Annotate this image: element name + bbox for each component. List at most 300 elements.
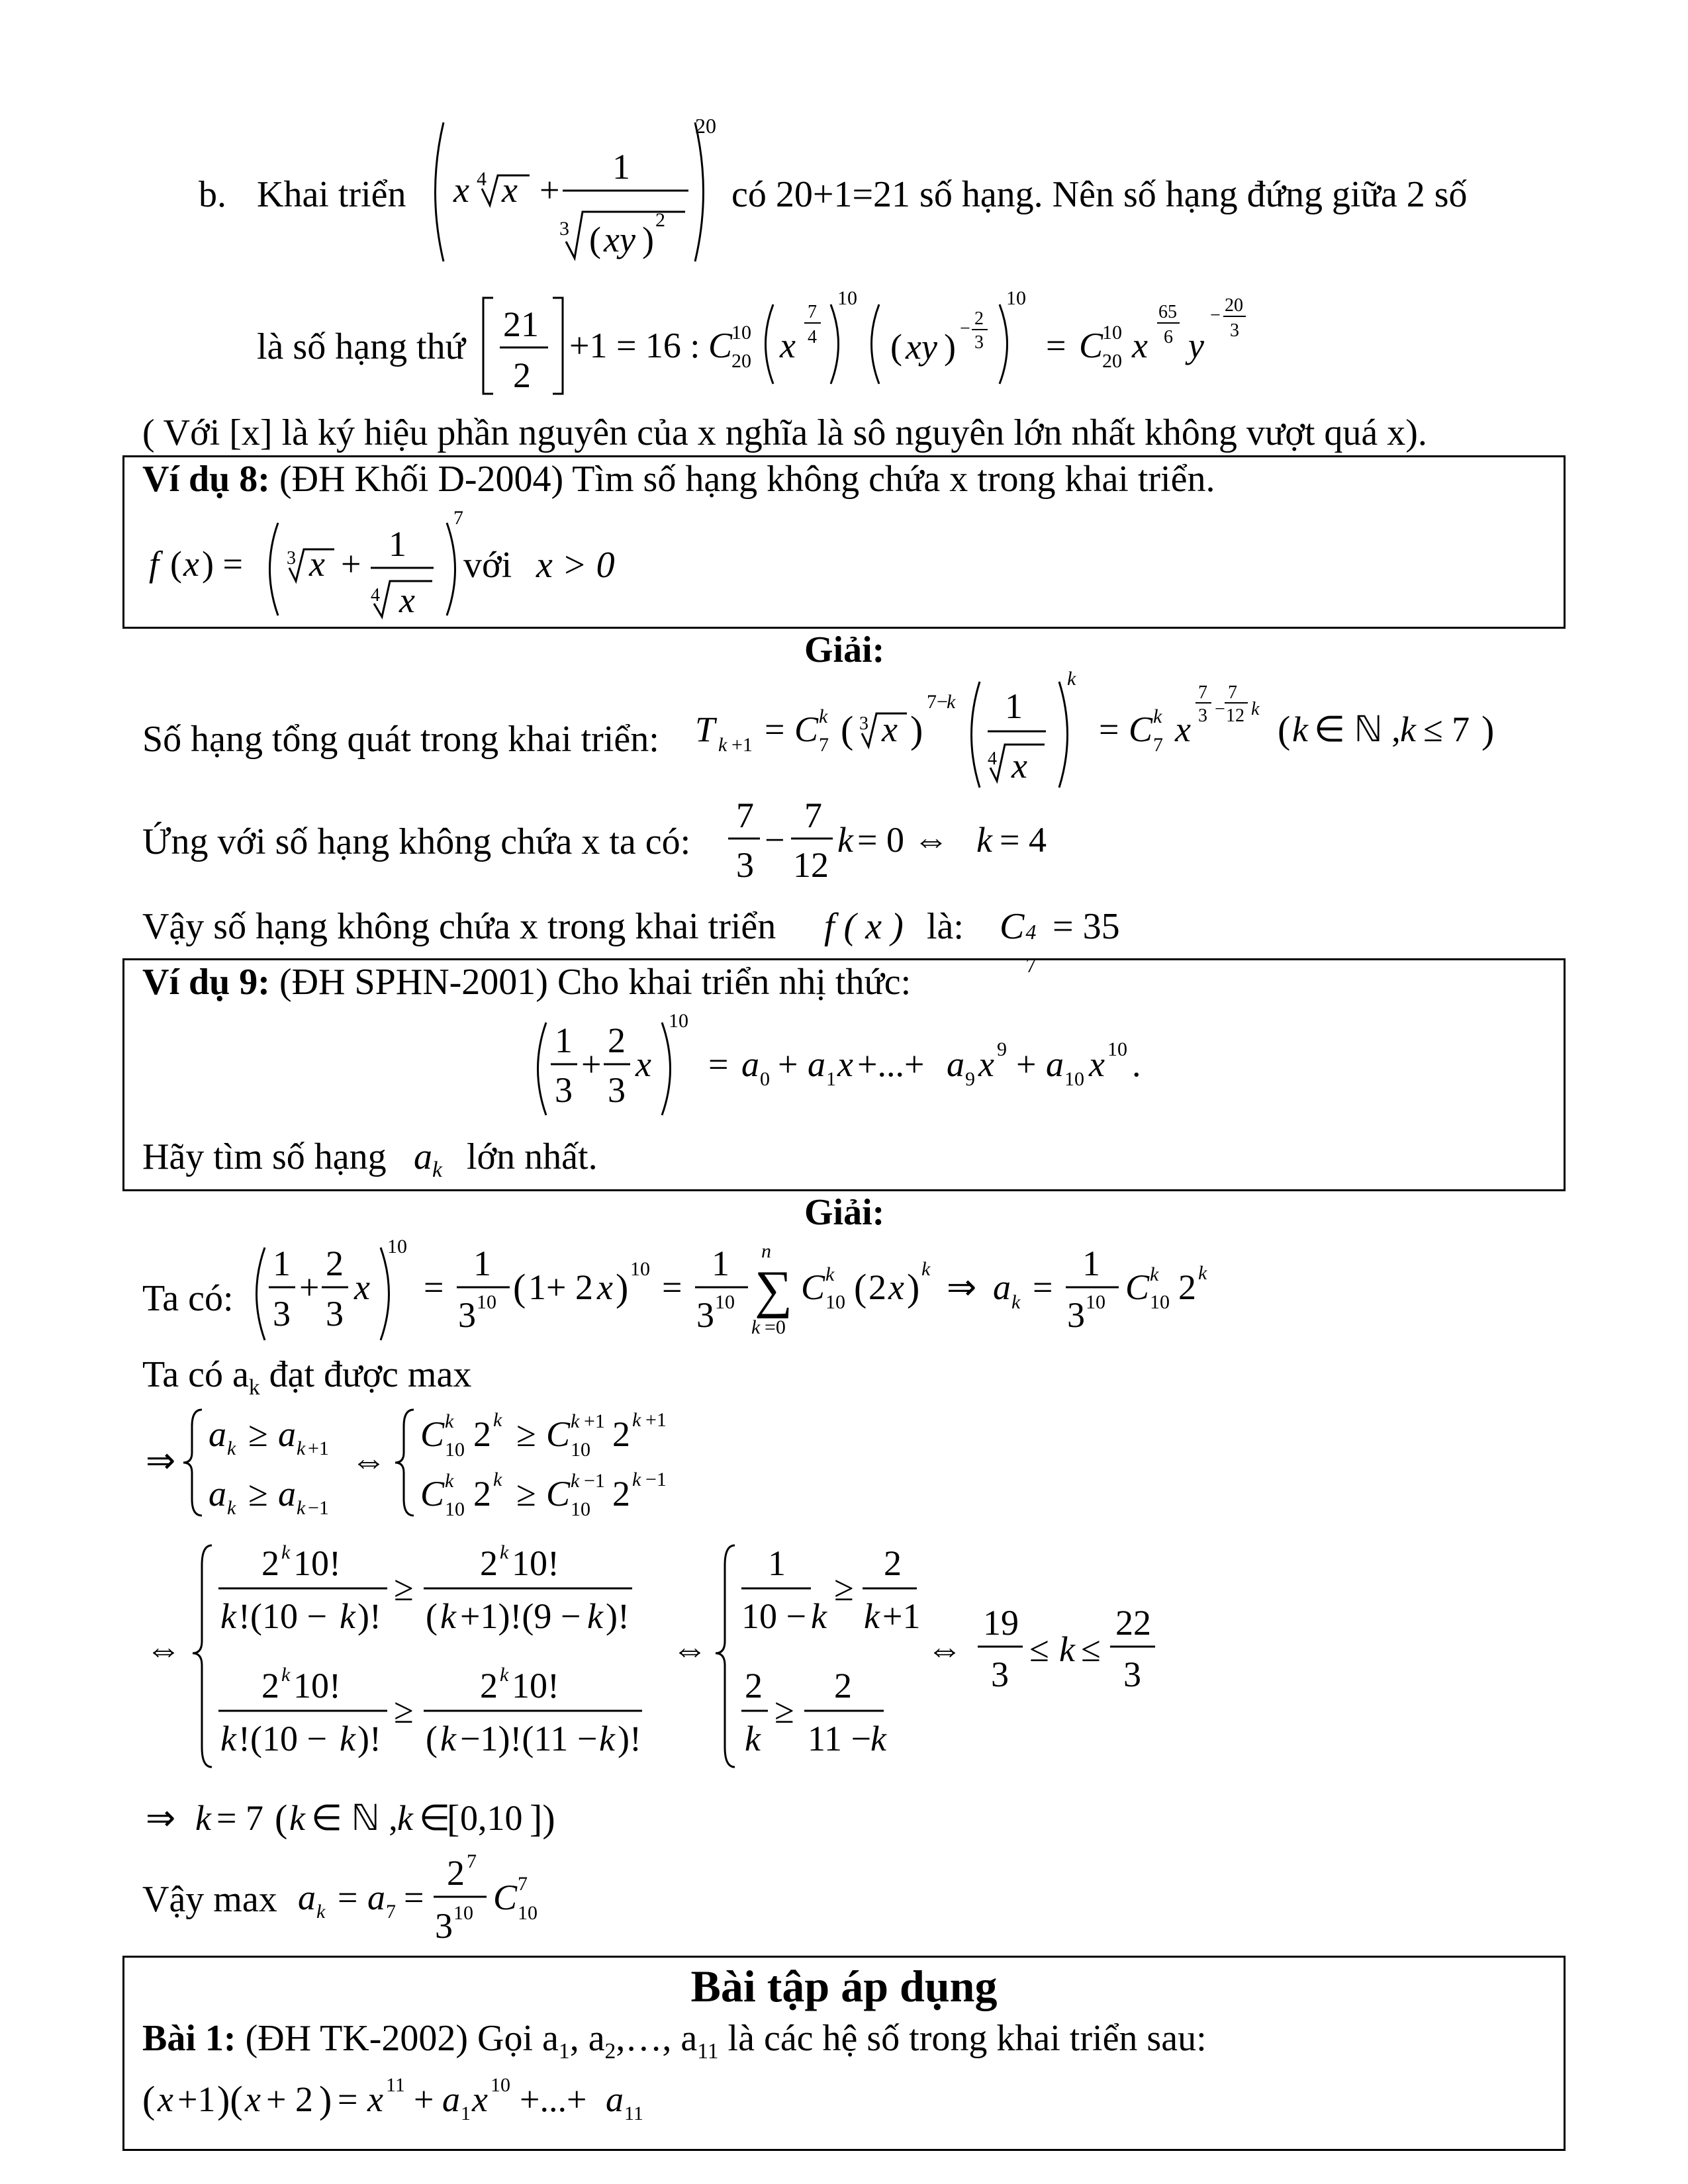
- svg-text:k: k: [340, 1719, 355, 1758]
- svg-text:a: a: [209, 1414, 226, 1454]
- svg-text:3: 3: [1067, 1295, 1085, 1335]
- svg-text:⇒: ⇒: [947, 1267, 977, 1307]
- svg-text:⇒: ⇒: [146, 1798, 176, 1838]
- svg-text:k: k: [297, 1497, 306, 1519]
- part-b-expression: [424, 113, 715, 271]
- example9-ask: Hãy tìm số hạng: [142, 1136, 387, 1177]
- svg-text:x: x: [309, 544, 325, 584]
- svg-text:0: 0: [760, 1068, 770, 1090]
- svg-text:k: k: [632, 1409, 641, 1431]
- svg-text:1: 1: [826, 1068, 836, 1090]
- svg-text:+1: +1: [645, 1409, 667, 1431]
- svg-text:C: C: [420, 1414, 445, 1454]
- svg-text:k: k: [745, 1719, 761, 1758]
- binomial-expression-svg: [424, 113, 715, 271]
- sol9-system1: [142, 1396, 738, 1532]
- svg-text:k: k: [1251, 699, 1260, 719]
- svg-text:1: 1: [473, 1244, 491, 1283]
- svg-text:+1: +1: [308, 1437, 329, 1459]
- bai1-text: (ĐH TK-2002) Gọi a: [245, 2018, 559, 2059]
- svg-text:k: k: [864, 1596, 880, 1636]
- svg-text:+: +: [581, 1044, 602, 1084]
- part-b-label: b.: [199, 174, 226, 215]
- exponent-equation: [722, 791, 1066, 900]
- svg-text:∈ ℕ ,: ∈ ℕ ,: [311, 1798, 398, 1838]
- example9-expansion: [523, 1013, 1185, 1128]
- sol8-line2: Ứng với số hạng không chứa x ta có:: [142, 821, 691, 862]
- svg-text:10: 10: [445, 1498, 465, 1520]
- sol9-taco: Ta có:: [142, 1278, 234, 1319]
- sol9-system2: [142, 1535, 1235, 1784]
- svg-text:C: C: [794, 709, 819, 749]
- part-b-after-expr: có 20+1=21 số hạng. Nên số hạng đứng giữa 2 số: [731, 174, 1468, 215]
- svg-text:)(: )(: [217, 2078, 243, 2121]
- svg-text:⇔: ⇔: [672, 1629, 708, 1669]
- svg-text:k: k: [947, 691, 956, 713]
- svg-text:k: k: [819, 705, 828, 727]
- svg-text:+1: +1: [177, 2079, 216, 2119]
- svg-text:k: k: [493, 1409, 502, 1431]
- svg-text:+: +: [299, 1267, 320, 1307]
- svg-text:7: 7: [804, 796, 822, 835]
- svg-text:k: k: [220, 1719, 236, 1758]
- sol9-conclusion: Vậy max: [142, 1879, 277, 1920]
- bai1-line: Bài 1: (ĐH TK-2002) Gọi $a_1$, $a_2,\dots$, $a_{11}$ là các hệ số trong khai triển sau:: [142, 2018, 1207, 2064]
- svg-text:k: k: [445, 1410, 454, 1432]
- svg-text:x: x: [597, 1267, 613, 1307]
- svg-text:C: C: [546, 1474, 571, 1514]
- bai1-expression-svg: [139, 2065, 735, 2138]
- svg-text:a: a: [367, 1878, 385, 1917]
- svg-text:=: =: [424, 1267, 444, 1307]
- svg-text:k: k: [289, 1798, 305, 1838]
- svg-text:1: 1: [555, 1021, 573, 1060]
- svg-text:k: k: [1198, 1262, 1207, 1284]
- svg-text:11: 11: [624, 2103, 643, 2124]
- middle-term-formula: [477, 285, 1271, 414]
- svg-text:10: 10: [630, 1258, 650, 1280]
- svg-text:≥: ≥: [516, 1474, 536, 1514]
- svg-text:∈ ℕ ,: ∈ ℕ ,: [1314, 709, 1401, 749]
- svg-text:≥: ≥: [834, 1569, 854, 1608]
- svg-text:⇔: ⇔: [927, 1629, 962, 1669]
- svg-text:+: +: [1016, 1044, 1037, 1084]
- svg-text:2: 2: [513, 355, 531, 395]
- svg-text:1: 1: [768, 1543, 786, 1583]
- svg-text:10: 10: [837, 287, 857, 309]
- svg-text:x: x: [367, 2079, 383, 2119]
- svg-text:k: k: [397, 1798, 413, 1838]
- svg-text:xy: xy: [906, 327, 937, 367]
- svg-text:−: −: [960, 318, 970, 339]
- bai1-rest: là các hệ số trong khai triển sau:: [727, 2018, 1207, 2059]
- svg-text:−1: −1: [584, 1470, 605, 1492]
- svg-text:2: 2: [261, 1543, 279, 1583]
- svg-text:): ): [1481, 708, 1495, 751]
- svg-text:2: 2: [974, 308, 984, 329]
- svg-text:T: T: [695, 709, 716, 749]
- svg-text:a: a: [993, 1267, 1011, 1307]
- sol8-line3-end: là:: [927, 906, 964, 947]
- svg-text:x: x: [882, 709, 898, 749]
- svg-text:7: 7: [819, 734, 829, 756]
- svg-text:C: C: [1129, 709, 1153, 749]
- svg-text:10 −: 10 −: [741, 1596, 806, 1636]
- svg-text:=: =: [1099, 709, 1119, 749]
- svg-text:10!: 10!: [512, 1666, 559, 1706]
- svg-text:10: 10: [571, 1439, 590, 1461]
- svg-text:2: 2: [612, 1414, 630, 1454]
- svg-text:k: k: [493, 1469, 502, 1490]
- svg-text:(: (: [841, 708, 854, 751]
- svg-text:a: a: [278, 1414, 296, 1454]
- svg-text:C: C: [1079, 326, 1103, 365]
- solution8-label: Giải:: [804, 629, 885, 670]
- svg-text:10: 10: [1107, 1038, 1127, 1060]
- sol9-system2-svg: [142, 1535, 1235, 1780]
- svg-text:= 0 ⇔: = 0 ⇔: [857, 820, 949, 860]
- example8-title: Ví dụ 8:: [142, 459, 270, 500]
- svg-text:4: 4: [808, 327, 817, 347]
- svg-text:4: 4: [371, 585, 380, 606]
- svg-text:20: 20: [1225, 295, 1243, 316]
- example8-with: với: [463, 545, 512, 586]
- svg-text:10: 10: [571, 1498, 590, 1520]
- svg-text:1: 1: [389, 524, 406, 564]
- svg-text:k: k: [195, 1798, 211, 1838]
- svg-text:x: x: [245, 2079, 261, 2119]
- sol8-answer: = 35: [1053, 906, 1120, 947]
- svg-text:k: k: [227, 1497, 236, 1519]
- svg-text:f: f: [149, 544, 160, 584]
- svg-text:10: 10: [491, 2074, 510, 2096]
- svg-text:+: +: [414, 2079, 434, 2119]
- svg-text:k: k: [1150, 1263, 1159, 1285]
- sol8-fx: f ( x ): [824, 906, 904, 947]
- svg-text:10: 10: [1086, 1291, 1105, 1313]
- svg-text:∈: ∈: [419, 1798, 451, 1838]
- svg-text:3: 3: [859, 713, 868, 734]
- svg-text:): ): [907, 1266, 920, 1309]
- svg-text:k: k: [976, 820, 992, 860]
- svg-text:10: 10: [825, 1291, 845, 1313]
- svg-text:k: k: [571, 1410, 580, 1432]
- svg-text:9: 9: [997, 1038, 1007, 1060]
- svg-text:a: a: [606, 2079, 624, 2119]
- svg-text:C: C: [1125, 1267, 1150, 1307]
- svg-text:+: +: [341, 544, 361, 584]
- svg-text:k: k: [1400, 709, 1416, 749]
- exponent-equation-svg: [722, 791, 1066, 897]
- svg-text:(: (: [513, 1266, 526, 1309]
- svg-text:7: 7: [453, 510, 463, 529]
- svg-text:12: 12: [1226, 705, 1244, 726]
- svg-text:k: k: [1067, 668, 1076, 690]
- svg-text:7: 7: [467, 1850, 477, 1872]
- exercises-heading: Bài tập áp dụng: [690, 1961, 998, 2011]
- svg-text:10: 10: [1006, 287, 1026, 309]
- svg-text:7: 7: [1228, 682, 1237, 703]
- svg-text:10: 10: [1150, 1291, 1170, 1313]
- svg-text:⇒: ⇒: [146, 1441, 176, 1480]
- svg-text:7: 7: [808, 302, 817, 322]
- svg-text:k: k: [297, 1437, 306, 1459]
- middle-term-svg: [477, 285, 1271, 410]
- sol9-expansion-svg: [245, 1234, 1251, 1367]
- svg-text:=: =: [338, 1878, 358, 1917]
- svg-text:k: k: [1153, 705, 1162, 727]
- svg-text:(: (: [142, 2078, 156, 2121]
- svg-text:3: 3: [1198, 705, 1207, 726]
- svg-text:2: 2: [608, 1021, 626, 1060]
- svg-text:k: k: [1059, 1629, 1075, 1669]
- svg-text:k: k: [870, 1719, 886, 1758]
- svg-text:2: 2: [884, 1543, 902, 1583]
- svg-text:≤: ≤: [1029, 1629, 1049, 1669]
- svg-text:3: 3: [559, 218, 569, 240]
- svg-text:)!: )!: [606, 1596, 630, 1636]
- svg-text:≤: ≤: [1081, 1629, 1101, 1669]
- svg-text:=: =: [1033, 1267, 1053, 1307]
- svg-text:k: k: [445, 1470, 454, 1492]
- svg-text:(: (: [170, 544, 182, 584]
- svg-text:11: 11: [386, 2074, 405, 2096]
- svg-text:k: k: [440, 1719, 456, 1758]
- svg-text:2: 2: [868, 1267, 886, 1307]
- svg-text:=: =: [338, 2079, 358, 2119]
- svg-text:10: 10: [453, 1902, 473, 1924]
- svg-text:19: 19: [983, 1603, 1019, 1643]
- svg-text:k: k: [837, 820, 853, 860]
- example8-text: (ĐH Khối D-2004) Tìm số hạng không chứa x trong khai triển.: [279, 459, 1215, 500]
- svg-text:x: x: [1089, 1044, 1105, 1084]
- svg-text:22: 22: [1115, 1603, 1151, 1643]
- svg-text:(: (: [890, 327, 902, 367]
- svg-text:x: x: [502, 170, 518, 210]
- sol9-system1-svg: [142, 1396, 738, 1529]
- bai1-expression: [139, 2065, 735, 2141]
- svg-text:k: k: [825, 1263, 835, 1285]
- svg-text:C: C: [493, 1878, 518, 1917]
- sol8-line1: Số hạng tổng quát trong khai triển:: [142, 719, 659, 760]
- svg-text:): ): [910, 708, 923, 751]
- sol8-c74: C 4 7: [1000, 906, 1037, 977]
- svg-text:): ): [616, 1266, 629, 1309]
- svg-text:2: 2: [1178, 1267, 1196, 1307]
- svg-text:7−: 7−: [927, 691, 948, 713]
- general-term-formula: [688, 668, 1509, 797]
- svg-text:k: k: [316, 1901, 326, 1923]
- svg-text:a: a: [442, 2079, 460, 2119]
- svg-text:10: 10: [518, 1902, 538, 1924]
- svg-text:11 −: 11 −: [808, 1719, 871, 1758]
- svg-text:=: =: [404, 1878, 424, 1917]
- svg-text:2: 2: [834, 1666, 852, 1706]
- svg-text:): ): [319, 2078, 332, 2121]
- example9-line: [142, 961, 911, 1003]
- svg-text:20: 20: [731, 350, 751, 372]
- svg-text:65: 65: [1158, 302, 1177, 322]
- svg-text:a: a: [298, 1878, 316, 1917]
- svg-text:(: (: [854, 1266, 867, 1309]
- svg-text:x: x: [183, 544, 199, 584]
- svg-text:7: 7: [1198, 682, 1207, 703]
- svg-text:4: 4: [477, 168, 487, 190]
- svg-text:2: 2: [745, 1666, 763, 1706]
- svg-text:2: 2: [326, 1244, 344, 1283]
- sol9-line-max: Ta có $a_k$ đạt được max: [142, 1354, 472, 1400]
- svg-text:10: 10: [1102, 322, 1122, 343]
- svg-text:3: 3: [1123, 1655, 1141, 1694]
- svg-text:7: 7: [1153, 734, 1163, 756]
- svg-text:12: 12: [793, 845, 829, 885]
- svg-text:3: 3: [326, 1294, 344, 1334]
- svg-text:3: 3: [458, 1295, 476, 1335]
- svg-text:x: x: [635, 1044, 651, 1084]
- svg-text:x: x: [780, 326, 796, 365]
- svg-text:x: x: [472, 2079, 488, 2119]
- svg-text:2: 2: [480, 1666, 498, 1706]
- svg-text:k: k: [632, 1469, 641, 1490]
- general-term-svg: [688, 668, 1509, 794]
- example9-text: (ĐH SPHN-2001) Cho khai triển nhị thức:: [279, 962, 912, 1003]
- svg-text:y: y: [1188, 326, 1204, 365]
- svg-text:+...+: +...+: [857, 1044, 925, 1084]
- svg-text:a: a: [278, 1474, 296, 1514]
- svg-text:⇔: ⇔: [146, 1629, 181, 1669]
- svg-text:+1: +1: [882, 1596, 921, 1636]
- svg-text:k: k: [281, 1664, 291, 1686]
- svg-text:10: 10: [477, 1291, 496, 1313]
- svg-text:k: k: [1292, 709, 1308, 749]
- svg-text:k: k: [571, 1470, 580, 1492]
- footnote: ( Với [x] là ký hiệu phần nguyên của x nghĩa là sô nguyên lớn nhất không vượt quá x).: [142, 412, 1427, 453]
- svg-text:(: (: [1278, 708, 1291, 751]
- svg-text:k: k: [500, 1541, 509, 1563]
- svg-text:≥: ≥: [516, 1414, 536, 1454]
- svg-text:a: a: [947, 1044, 964, 1084]
- svg-text:10: 10: [387, 1236, 407, 1257]
- svg-text:(: (: [426, 1719, 438, 1758]
- svg-text:=: =: [708, 1044, 729, 1084]
- svg-text:[: [: [447, 1797, 460, 1840]
- svg-text:21: 21: [503, 304, 539, 344]
- example8-line: [142, 458, 1215, 500]
- svg-text:1: 1: [461, 2103, 471, 2124]
- svg-text:k: k: [440, 1596, 456, 1636]
- svg-text:3: 3: [555, 1070, 573, 1110]
- svg-text:(: (: [275, 1797, 288, 1840]
- svg-text:) =: ) =: [202, 544, 243, 584]
- example9-ak: $a_k$: [414, 1136, 442, 1183]
- svg-text:)!: )!: [618, 1719, 641, 1758]
- svg-text:4: 4: [988, 749, 997, 769]
- svg-text:⇔: ⇔: [351, 1441, 387, 1480]
- svg-text:k: k: [811, 1596, 827, 1636]
- svg-text:=: =: [662, 1267, 682, 1307]
- svg-text:x: x: [888, 1267, 904, 1307]
- svg-text:≥: ≥: [774, 1691, 794, 1731]
- svg-text:10: 10: [731, 322, 751, 343]
- svg-text:1: 1: [1005, 686, 1023, 726]
- svg-text:10!: 10!: [512, 1543, 559, 1583]
- svg-text:k: k: [281, 1541, 291, 1563]
- svg-text:2: 2: [473, 1474, 491, 1514]
- svg-text:∑: ∑: [755, 1261, 793, 1319]
- svg-text:−1: −1: [645, 1469, 667, 1490]
- svg-text:10!: 10!: [293, 1543, 341, 1583]
- sol9-max-formula: [291, 1846, 622, 1956]
- svg-text:k: k: [227, 1437, 236, 1459]
- svg-text:k: k: [1011, 1291, 1021, 1313]
- svg-text:2: 2: [261, 1666, 279, 1706]
- svg-text:]): ]): [530, 1797, 555, 1840]
- svg-text:1: 1: [273, 1244, 291, 1283]
- svg-text:6: 6: [1164, 327, 1173, 347]
- svg-text:10!: 10!: [293, 1666, 341, 1706]
- svg-text:3: 3: [974, 332, 984, 353]
- svg-text:+1: +1: [584, 1410, 605, 1432]
- svg-text:≥: ≥: [248, 1474, 268, 1514]
- svg-text:3: 3: [435, 1906, 453, 1946]
- solution9-label: Giải:: [804, 1192, 885, 1233]
- svg-text:−: −: [1215, 699, 1225, 719]
- svg-text:x: x: [978, 1044, 994, 1084]
- svg-text:xy: xy: [604, 220, 635, 259]
- svg-text:1: 1: [612, 147, 630, 187]
- svg-text:k: k: [587, 1596, 603, 1636]
- svg-text:a: a: [808, 1044, 825, 1084]
- svg-text:x: x: [453, 170, 469, 210]
- svg-text:C: C: [420, 1474, 445, 1514]
- sol9-max-formula-svg: [291, 1846, 622, 1952]
- bai1-title: Bài 1:: [142, 2018, 236, 2059]
- svg-text:=0: =0: [765, 1316, 786, 1338]
- svg-text:1: 1: [1082, 1244, 1100, 1283]
- svg-text:k: k: [718, 734, 727, 756]
- svg-text:2: 2: [473, 1414, 491, 1454]
- svg-text:x: x: [354, 1267, 370, 1307]
- svg-text:+: +: [778, 1044, 798, 1084]
- svg-text:C: C: [801, 1267, 825, 1307]
- svg-text:7: 7: [518, 1873, 528, 1895]
- svg-text:10: 10: [1064, 1068, 1084, 1090]
- svg-text:−: −: [1210, 305, 1221, 326]
- svg-text:9: 9: [965, 1068, 975, 1090]
- sol9-k-result-svg: [142, 1787, 606, 1853]
- svg-text:x: x: [158, 2079, 173, 2119]
- svg-text:3: 3: [696, 1295, 714, 1335]
- svg-text:−1: −1: [308, 1497, 329, 1519]
- svg-text:3: 3: [991, 1655, 1009, 1694]
- svg-text:(: (: [589, 220, 601, 259]
- svg-text:x: x: [1011, 746, 1027, 786]
- svg-text:k: k: [340, 1596, 355, 1636]
- example9-ask-end: lớn nhất.: [467, 1136, 598, 1177]
- svg-text:!(10 −: !(10 −: [238, 1719, 327, 1758]
- example9-expansion-svg: [523, 1013, 1185, 1125]
- svg-text:10: 10: [715, 1291, 735, 1313]
- svg-text:= 4: = 4: [1000, 820, 1047, 860]
- svg-text:3: 3: [608, 1070, 626, 1110]
- svg-text:10: 10: [445, 1439, 465, 1461]
- svg-text:+...+: +...+: [520, 2079, 587, 2119]
- svg-text:+1: +1: [731, 734, 753, 756]
- sol9-expansion: [245, 1234, 1251, 1370]
- svg-text:+ 2: + 2: [266, 2079, 313, 2119]
- example8-condition: x > 0: [536, 545, 615, 586]
- exponent-20: 20: [695, 114, 716, 138]
